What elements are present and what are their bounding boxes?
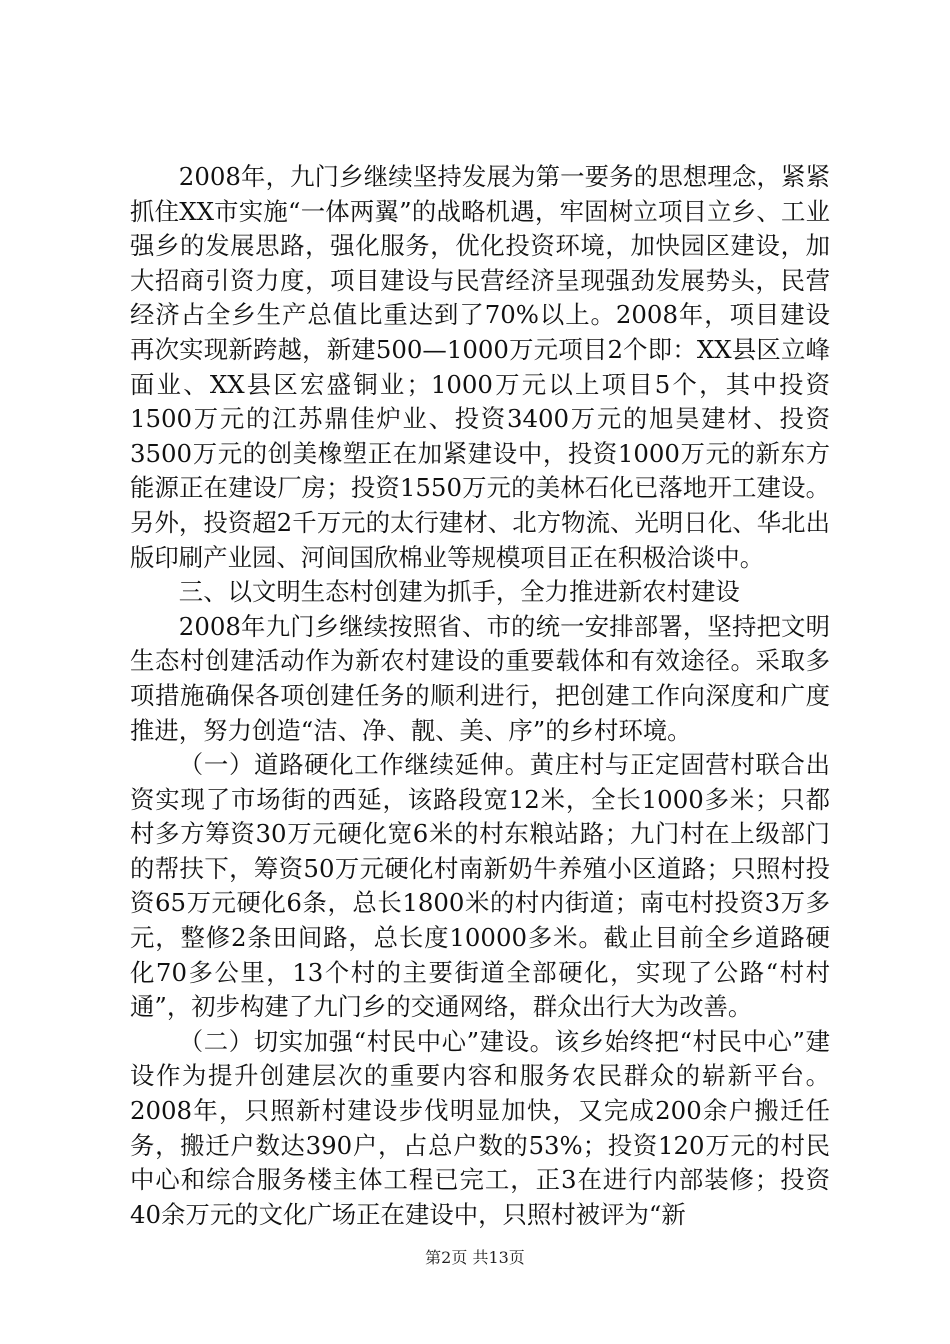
page-footer: 第2页 共13页	[425, 1248, 525, 1267]
document-body	[130, 160, 830, 1232]
paragraph-villager-center: （二）切实加强“村民中心”建设。该乡始终把“村民中心”建设作为提升创建层次的重要内容和服务农民群众的崭新平台。2008年，只照新村建设步伐明显加快，又完成200余户搬迁任务，搬迁户数达390户，占总户数的53%；投资120万元的村民中心和综合服务楼主体工程已完工，正3在进行内部装修；投资40余万元的文化广场正在建设中，只照村被评为“新	[130, 1026, 830, 1229]
paragraph-investment: 2008年，九门乡继续坚持发展为第一要务的思想理念，紧紧抓住XX市实施“一体两翼”的战略机遇，牢固树立项目立乡、工业强乡的发展思路，强化服务，优化投资环境，加快园区建设，加大招商引资力度，项目建设与民营经济呈现强劲发展势头，民营经济占全乡生产总值比重达到了70%以上。2008年，项目建设再次实现新跨越，新建500—1000万元项目2个即：XX县区立峰面业、XX县区宏盛铜业；1000万元以上项目5个，其中投资1500万元的江苏鼎佳炉业、投资3400万元的旭昊建材、投资3500万元的创美橡塑正在加紧建设中，投资1000万元的新东方能源正在建设厂房；投资1550万元的美林石化已落地开工建设。另外，投资超2千万元的太行建材、北方物流、光明日化、华北出版印刷产业园、河间国欣棉业等规模项目正在积极洽谈中。	[130, 162, 830, 572]
paragraph-ecological-village: 2008年九门乡继续按照省、市的统一安排部署，坚持把文明生态村创建活动作为新农村建设的重要载体和有效途径。采取多项措施确保各项创建任务的顺利进行，把创建工作向深度和广度推进，努力创造“洁、净、靓、美、序”的乡村环境。	[130, 611, 830, 745]
paragraph-road-hardening: （一）道路硬化工作继续延伸。黄庄村与正定固营村联合出资实现了市场街的西延，该路段宽12米，全长1000多米；只都村多方筹资30万元硬化宽6米的村东粮站路；九门村在上级部门的帮扶下，筹资50万元硬化村南新奶牛养殖小区道路；只照村投资65万元硬化6条，总长1800米的村内街道；南屯村投资3万多元，整修2条田间路，总长度10000多米。截止目前全乡道路硬化70多公里，13个村的主要街道全部硬化，实现了公路“村村通”，初步构建了九门乡的交通网络，群众出行大为改善。	[130, 750, 830, 1022]
section-heading-3: 三、以文明生态村创建为抓手，全力推进新农村建设	[178, 577, 740, 607]
